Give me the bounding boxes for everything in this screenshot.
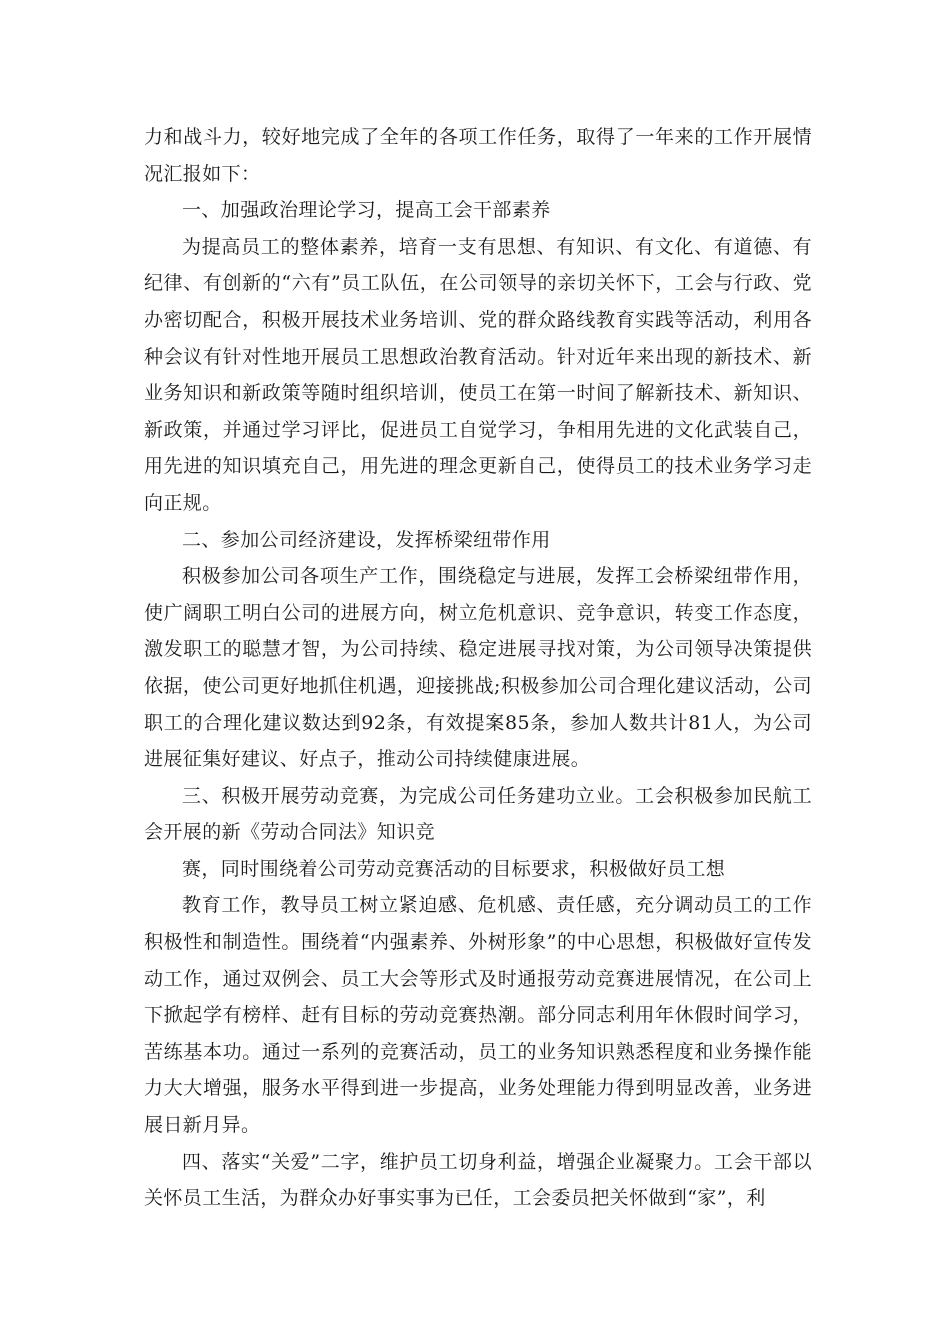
paragraph-section-1: 为提高员工的整体素养，培育一支有思想、有知识、有文化、有道德、有纪律、有创新的“六有”员工队伍，在公司领导的亲切关怀下，工会与行政、党办密切配合，积极开展技术业务培训、党的群众路线教育实践等活动，利用各种会议有针对性地开展员工思想政治教育活动。针对近年来出现的新技术、新业务知识和新政策等随时组织培训，使员工在第一时间了解新技术、新知识、新政策，并通过学习评比，促进员工自觉学习，争相用先进的文化武装自己，用先进的知识填充自己，用先进的理念更新自己，使得员工的技术业务学习走向正规。 (144, 235, 812, 514)
section-heading-2: 二、参加公司经济建设，发挥桥梁纽带作用 (182, 528, 551, 551)
section-heading-4: 四、落实“关爱”二字，维护员工切身利益，增强企业凝聚力。工会干部以关怀员工生活，为群众办好事实事为已任，工会委员把关怀做到“家”，利 (144, 1150, 812, 1210)
section-heading-3: 三、积极开展劳动竞赛，为完成公司任务建功立业。工会积极参加民航工会开展的新《劳动合同法》知识竞 (144, 784, 812, 844)
paragraph-section-3-a: 赛，同时围绕着公司劳动竞赛活动的目标要求，积极做好员工想 (182, 857, 726, 880)
section-heading-1: 一、加强政治理论学习，提高工会干部素养 (182, 199, 551, 222)
document-body (144, 119, 812, 1217)
paragraph-section-2: 积极参加公司各项生产工作，围绕稳定与进展，发挥工会桥梁纽带作用，使广阔职工明白公司的进展方向，树立危机意识、竞争意识，转变工作态度，激发职工的聪慧才智，为公司持续、稳定进展寻找对策，为公司领导决策提供依据，使公司更好地抓住机遇，迎接挑战;积极参加公司合理化建议活动，公司职工的合理化建议数达到92条，有效提案85条，参加人数共计81人，为公司进展征集好建议、好点子，推动公司持续健康进展。 (144, 565, 812, 771)
paragraph-section-3-b: 教育工作，教导员工树立紧迫感、危机感、责任感，充分调动员工的工作积极性和制造性。围绕着“内强素养、外树形象”的中心思想，积极做好宣传发动工作，通过双例会、员工大会等形式及时通报劳动竞赛进展情况，在公司上下掀起学有榜样、赶有目标的劳动竞赛热潮。部分同志利用年休假时间学习，苦练基本功。通过一系列的竞赛活动，员工的业务知识熟悉程度和业务操作能力大大增强，服务水平得到进一步提高，业务处理能力得到明显改善，业务进展日新月异。 (144, 894, 812, 1137)
paragraph-intro-continuation: 力和战斗力，较好地完成了全年的各项工作任务，取得了一年来的工作开展情况汇报如下： (144, 126, 812, 185)
